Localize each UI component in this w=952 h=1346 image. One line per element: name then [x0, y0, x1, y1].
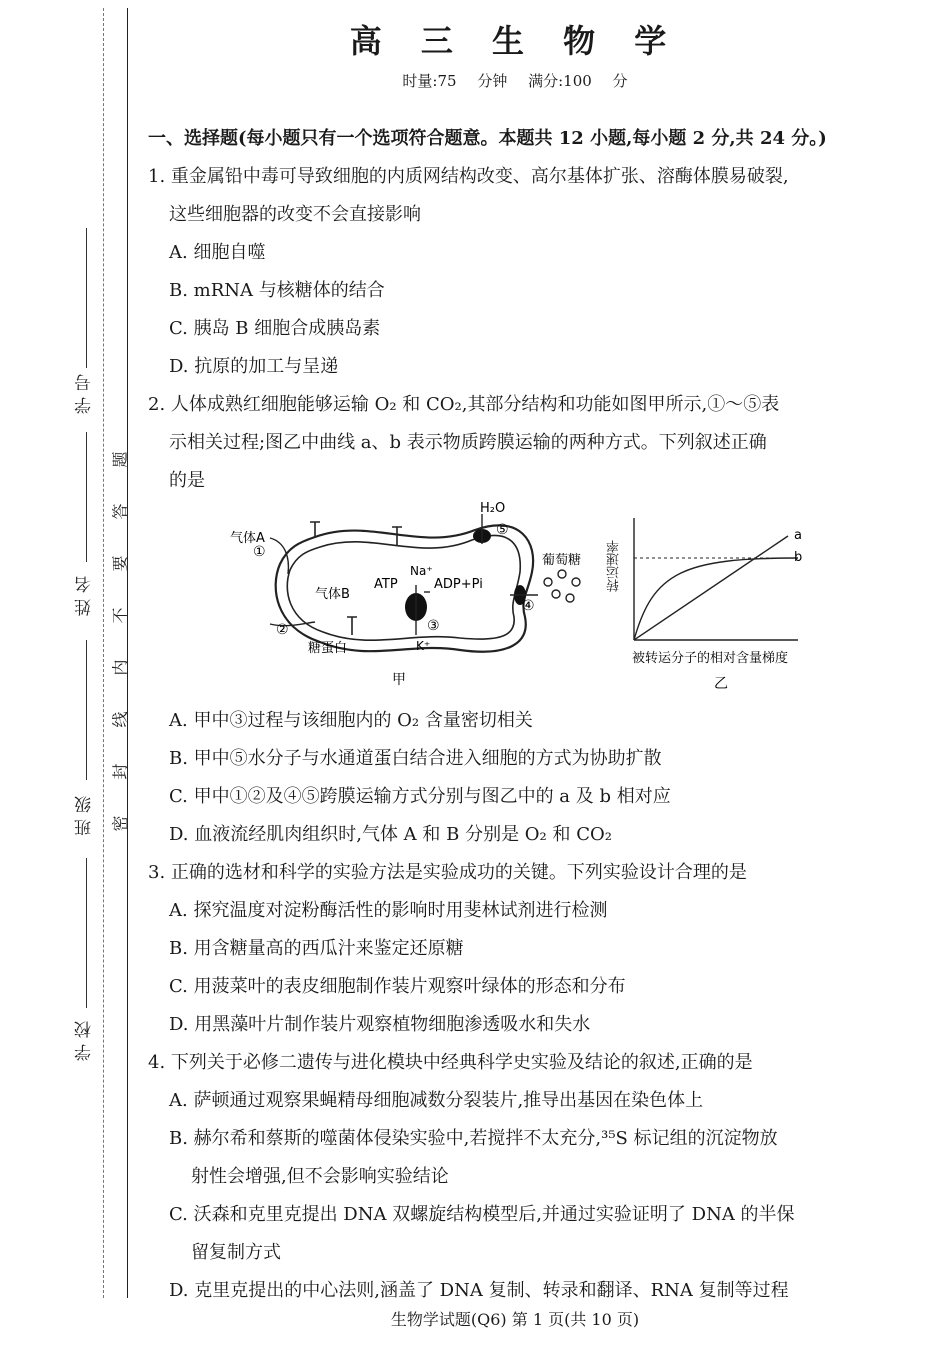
q2-option-a: A. 甲中③过程与该细胞内的 O₂ 含量密切相关: [169, 710, 533, 731]
label-atp: ATP: [374, 577, 398, 592]
q4-option-c-cont: 留复制方式: [191, 1242, 281, 1263]
label-h2o: H₂O: [480, 501, 506, 516]
q4-option-a: A. 萨顿通过观察果蝇精母细胞减数分裂装片,推导出基因在染色体上: [169, 1090, 704, 1111]
curve-b: [634, 558, 798, 640]
figure-jia-cell-diagram: [220, 492, 600, 692]
figure-yi-caption: 乙: [714, 676, 728, 692]
seal-char: 要: [110, 555, 130, 572]
page-title: 高 三 生 物 学: [349, 22, 681, 60]
seal-char: 答: [110, 503, 130, 520]
q2-stem: 2. 人体成熟红细胞能够运输 O₂ 和 CO₂,其部分结构和功能如图甲所示,①～⑤表: [148, 394, 780, 415]
q1-option-d: D. 抗原的加工与呈递: [169, 356, 339, 377]
q3-option-d: D. 用黑藻叶片制作装片观察植物细胞渗透吸水和失水: [169, 1014, 591, 1035]
q3-option-a: A. 探究温度对淀粉酶活性的影响时用斐林试剂进行检测: [169, 900, 608, 921]
label-na: Na⁺: [410, 564, 433, 578]
label-process-5: ⑤: [496, 522, 509, 538]
q4-option-d: D. 克里克提出的中心法则,涵盖了 DNA 复制、转录和翻译、RNA 复制等过程: [169, 1280, 789, 1301]
exam-info: 时量:75 分钟 满分:100 分: [402, 72, 628, 90]
q4-option-b: B. 赫尔希和蔡斯的噬菌体侵染实验中,若搅拌不太充分,³⁵S 标记组的沉淀物放: [169, 1128, 778, 1149]
page-footer: 生物学试题(Q6) 第 1 页(共 10 页): [390, 1310, 640, 1329]
label-process-1: ①: [253, 544, 266, 560]
q2-option-c: C. 甲中①②及④⑤跨膜运输方式分别与图乙中的 a 及 b 相对应: [169, 786, 671, 807]
q1-option-c: C. 胰岛 B 细胞合成胰岛素: [169, 318, 381, 339]
label-gas-b: 气体B: [315, 587, 350, 602]
seal-char: 封: [110, 763, 130, 780]
figure-yi-transport-graph: [608, 512, 838, 692]
label-process-3: ③: [427, 618, 440, 634]
xingming-blank: [86, 432, 87, 562]
label-glucose: 葡萄糖: [542, 553, 582, 568]
banji-label: 班级: [75, 790, 95, 836]
section-heading: 一、选择题(每小题只有一个选项符合题意。本题共 12 小题,每小题 2 分,共 24 分。): [148, 128, 827, 149]
label-glycoprotein: 糖蛋白: [308, 641, 348, 656]
xuexiao-blank: [86, 858, 87, 1008]
q1-option-a: A. 细胞自噬: [169, 242, 266, 263]
figure-jia-caption: 甲: [392, 672, 406, 688]
q3-option-b: B. 用含糖量高的西瓜汁来鉴定还原糖: [169, 938, 464, 959]
label-adp: ADP+Pi: [434, 577, 483, 592]
label-process-4: ④: [522, 598, 535, 614]
q2-option-b: B. 甲中⑤水分子与水通道蛋白结合进入细胞的方式为协助扩散: [169, 748, 662, 769]
x-axis-label: 被转运分子的相对含量梯度: [632, 651, 789, 666]
label-process-2: ②: [276, 622, 289, 638]
seal-char: 线: [110, 711, 130, 728]
curve-a-label: a: [794, 528, 802, 543]
q3-option-c: C. 用菠菜叶的表皮细胞制作装片观察叶绿体的形态和分布: [169, 976, 626, 997]
curve-a: [634, 536, 788, 640]
q1-option-b: B. mRNA 与核糖体的结合: [169, 280, 385, 301]
binding-dashed-line: [103, 8, 104, 1298]
xuehao-label: 学号: [75, 368, 95, 414]
label-gas-a: 气体A: [230, 531, 265, 546]
y-axis-label: 转运速率: [607, 540, 622, 592]
q2-stem-cont: 示相关过程;图乙中曲线 a、b 表示物质跨膜运输的两种方式。下列叙述正确: [169, 432, 767, 453]
seal-char: 内: [110, 659, 130, 676]
seal-char: 密: [110, 815, 130, 832]
q2-stem-cont2: 的是: [169, 470, 205, 491]
q2-option-d: D. 血液流经肌肉组织时,气体 A 和 B 分别是 O₂ 和 CO₂: [169, 824, 612, 845]
q1-stem-cont: 这些细胞器的改变不会直接影响: [169, 204, 421, 225]
xuexiao-label: 学校: [75, 1015, 95, 1061]
label-k: K⁺: [416, 639, 431, 653]
q4-stem: 4. 下列关于必修二遗传与进化模块中经典科学史实验及结论的叙述,正确的是: [148, 1052, 753, 1073]
seal-char: 题: [110, 451, 130, 468]
q4-option-b-cont: 射性会增强,但不会影响实验结论: [191, 1166, 449, 1187]
curve-b-label: b: [794, 550, 803, 565]
q3-stem: 3. 正确的选材和科学的实验方法是实验成功的关键。下列实验设计合理的是: [148, 862, 747, 883]
seal-char: 不: [110, 607, 130, 624]
q4-option-c: C. 沃森和克里克提出 DNA 双螺旋结构模型后,并通过实验证明了 DNA 的半保: [169, 1204, 795, 1225]
q1-stem: 1. 重金属铅中毒可导致细胞的内质网结构改变、高尔基体扩张、溶酶体膜易破裂,: [148, 166, 789, 187]
binding-solid-line: [127, 8, 128, 1298]
xuehao-blank: [86, 228, 87, 368]
xingming-label: 姓名: [75, 570, 95, 616]
banji-blank: [86, 640, 87, 780]
